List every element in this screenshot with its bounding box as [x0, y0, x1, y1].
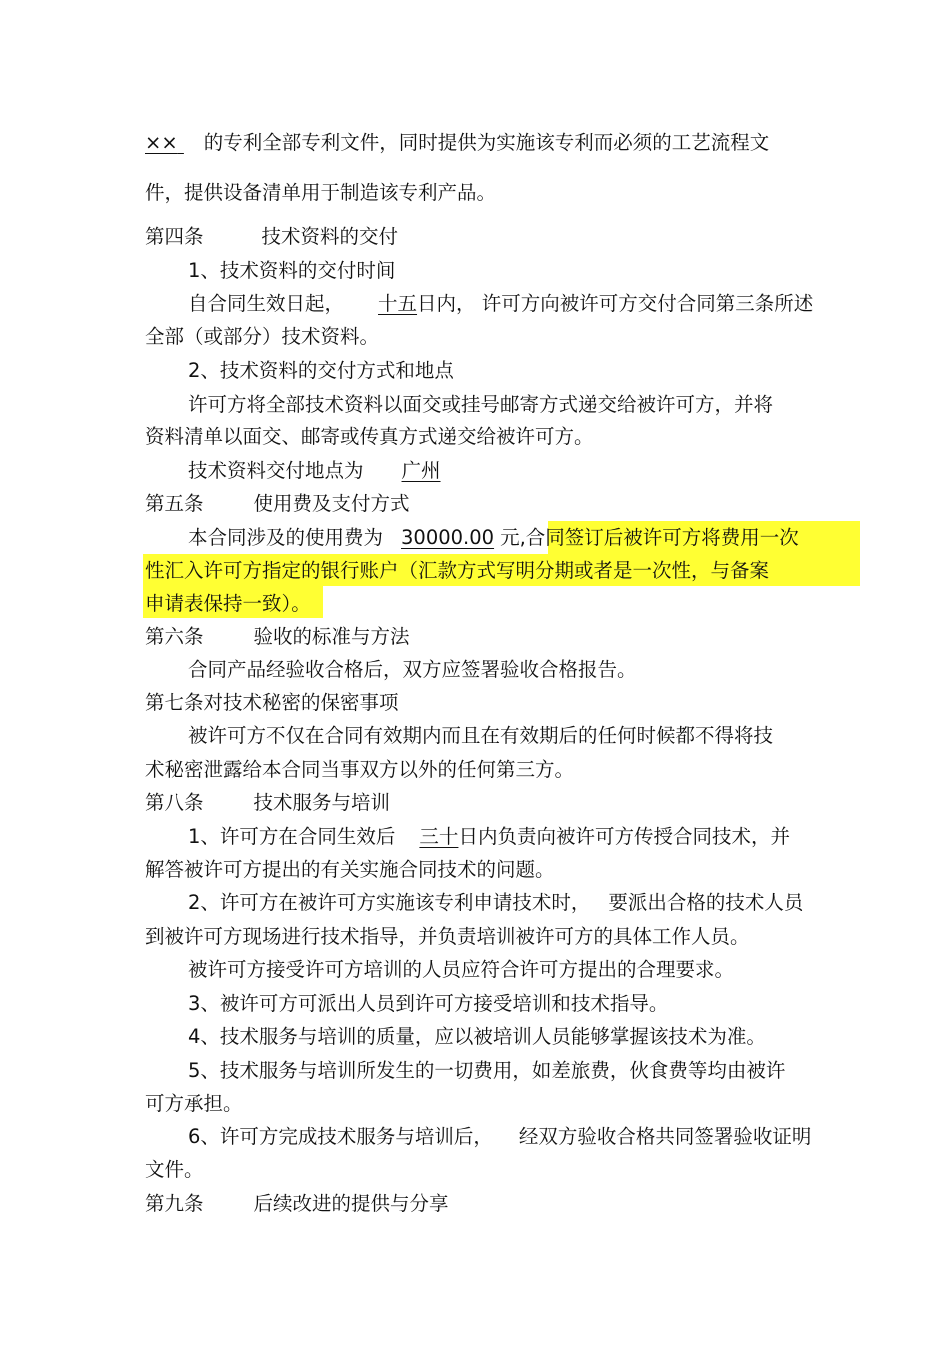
article-6-heading [145, 624, 410, 650]
days-field: 十五 [378, 292, 418, 315]
amount-field: 30000.00 [401, 526, 495, 549]
line-a4-3: 全部（或部分）技术资料。 [145, 325, 380, 348]
line-a4-6: 资料清单以面交、邮寄或传真方式递交给被许可方。 [145, 425, 594, 448]
article-9-heading [145, 1191, 449, 1217]
line-a7-1: 被许可方不仅在合同有效期内而且在有效期后的任何时候都不得将技 [188, 724, 774, 747]
line-a8-1: 1、许可方在合同生效后 三十日内负责向被许可方传授合同技术，并 [188, 825, 790, 848]
line-2: 件，提供设备清单用于制造该专利产品。 [145, 181, 497, 204]
line-a4-5: 许可方将全部技术资料以面交或挂号邮寄方式递交给被许可方，并将 [188, 393, 774, 416]
article-number: 第六条 [145, 625, 204, 648]
line-a8-7: 4、技术服务与培训的质量，应以被培训人员能够掌握该技术为准。 [188, 1025, 766, 1048]
article-number: 第四条 [145, 225, 204, 248]
line-a8-6: 3、被许可方可派出人员到许可方接受培训和技术指导。 [188, 992, 669, 1015]
line-a4-7: 技术资料交付地点为 广州 [188, 458, 451, 484]
article-5-heading [145, 491, 410, 517]
place-field: 广州 [401, 459, 441, 482]
days-field: 三十 [419, 825, 459, 848]
line-1 [145, 130, 769, 156]
article-7-heading: 第七条对技术秘密的保密事项 [145, 691, 399, 714]
line-a5-1: 本合同涉及的使用费为 30000.00 元,合同签订后被许可方将费用一次 [188, 526, 799, 549]
line-a8-11: 文件。 [145, 1158, 204, 1181]
article-title: 使用费及支付方式 [253, 492, 410, 515]
article-title: 技术资料的交付 [261, 225, 399, 248]
line-a8-2: 解答被许可方提出的有关实施合同技术的问题。 [145, 858, 555, 881]
highlighted-text: 合同签订后被许可方将费用一次 [525, 526, 799, 549]
line-a5-2: 性汇入许可方指定的银行账户（汇款方式写明分期或者是一次性，与备案 [145, 559, 770, 582]
article-title: 验收的标准与方法 [253, 625, 410, 648]
line-a8-5: 被许可方接受许可方培训的人员应符合许可方提出的合理要求。 [188, 958, 735, 981]
line-a7-2: 术秘密泄露给本合同当事双方以外的任何第三方。 [145, 758, 575, 781]
line-a8-8: 5、技术服务与培训所发生的一切费用，如差旅费，伙食费等均由被许 [188, 1059, 786, 1082]
article-8-heading [145, 790, 390, 816]
article-title: 技术服务与培训 [253, 791, 391, 814]
line-a8-10: 6、许可方完成技术服务与培训后， 经双方验收合格共同签署验收证明 [188, 1125, 812, 1148]
article-4-heading [145, 224, 398, 250]
text: 的专利全部专利文件，同时提供为实施该专利而必须的工艺流程文 [203, 131, 770, 154]
article-number: 第五条 [145, 492, 204, 515]
line-a4-4: 2、技术资料的交付方式和地点 [188, 359, 454, 382]
line-a8-3: 2、许可方在被许可方实施该专利申请技术时， 要派出合格的技术人员 [188, 891, 804, 914]
line-a5-3: 申请表保持一致）。 [145, 592, 311, 615]
article-number: 第八条 [145, 791, 204, 814]
line-a8-9: 可方承担。 [145, 1092, 243, 1115]
line-a6-1: 合同产品经验收合格后，双方应签署验收合格报告。 [188, 658, 637, 681]
blank-field: ×× [145, 131, 178, 154]
article-number: 第九条 [145, 1192, 204, 1215]
line-a8-4: 到被许可方现场进行技术指导，并负责培训被许可方的具体工作人员。 [145, 925, 750, 948]
line-a4-1: 1、技术资料的交付时间 [188, 259, 396, 282]
line-a4-2: 自合同生效日起， 十五日内， 许可方向被许可方交付合同第三条所述 [188, 292, 814, 315]
article-title: 后续改进的提供与分享 [253, 1192, 449, 1215]
